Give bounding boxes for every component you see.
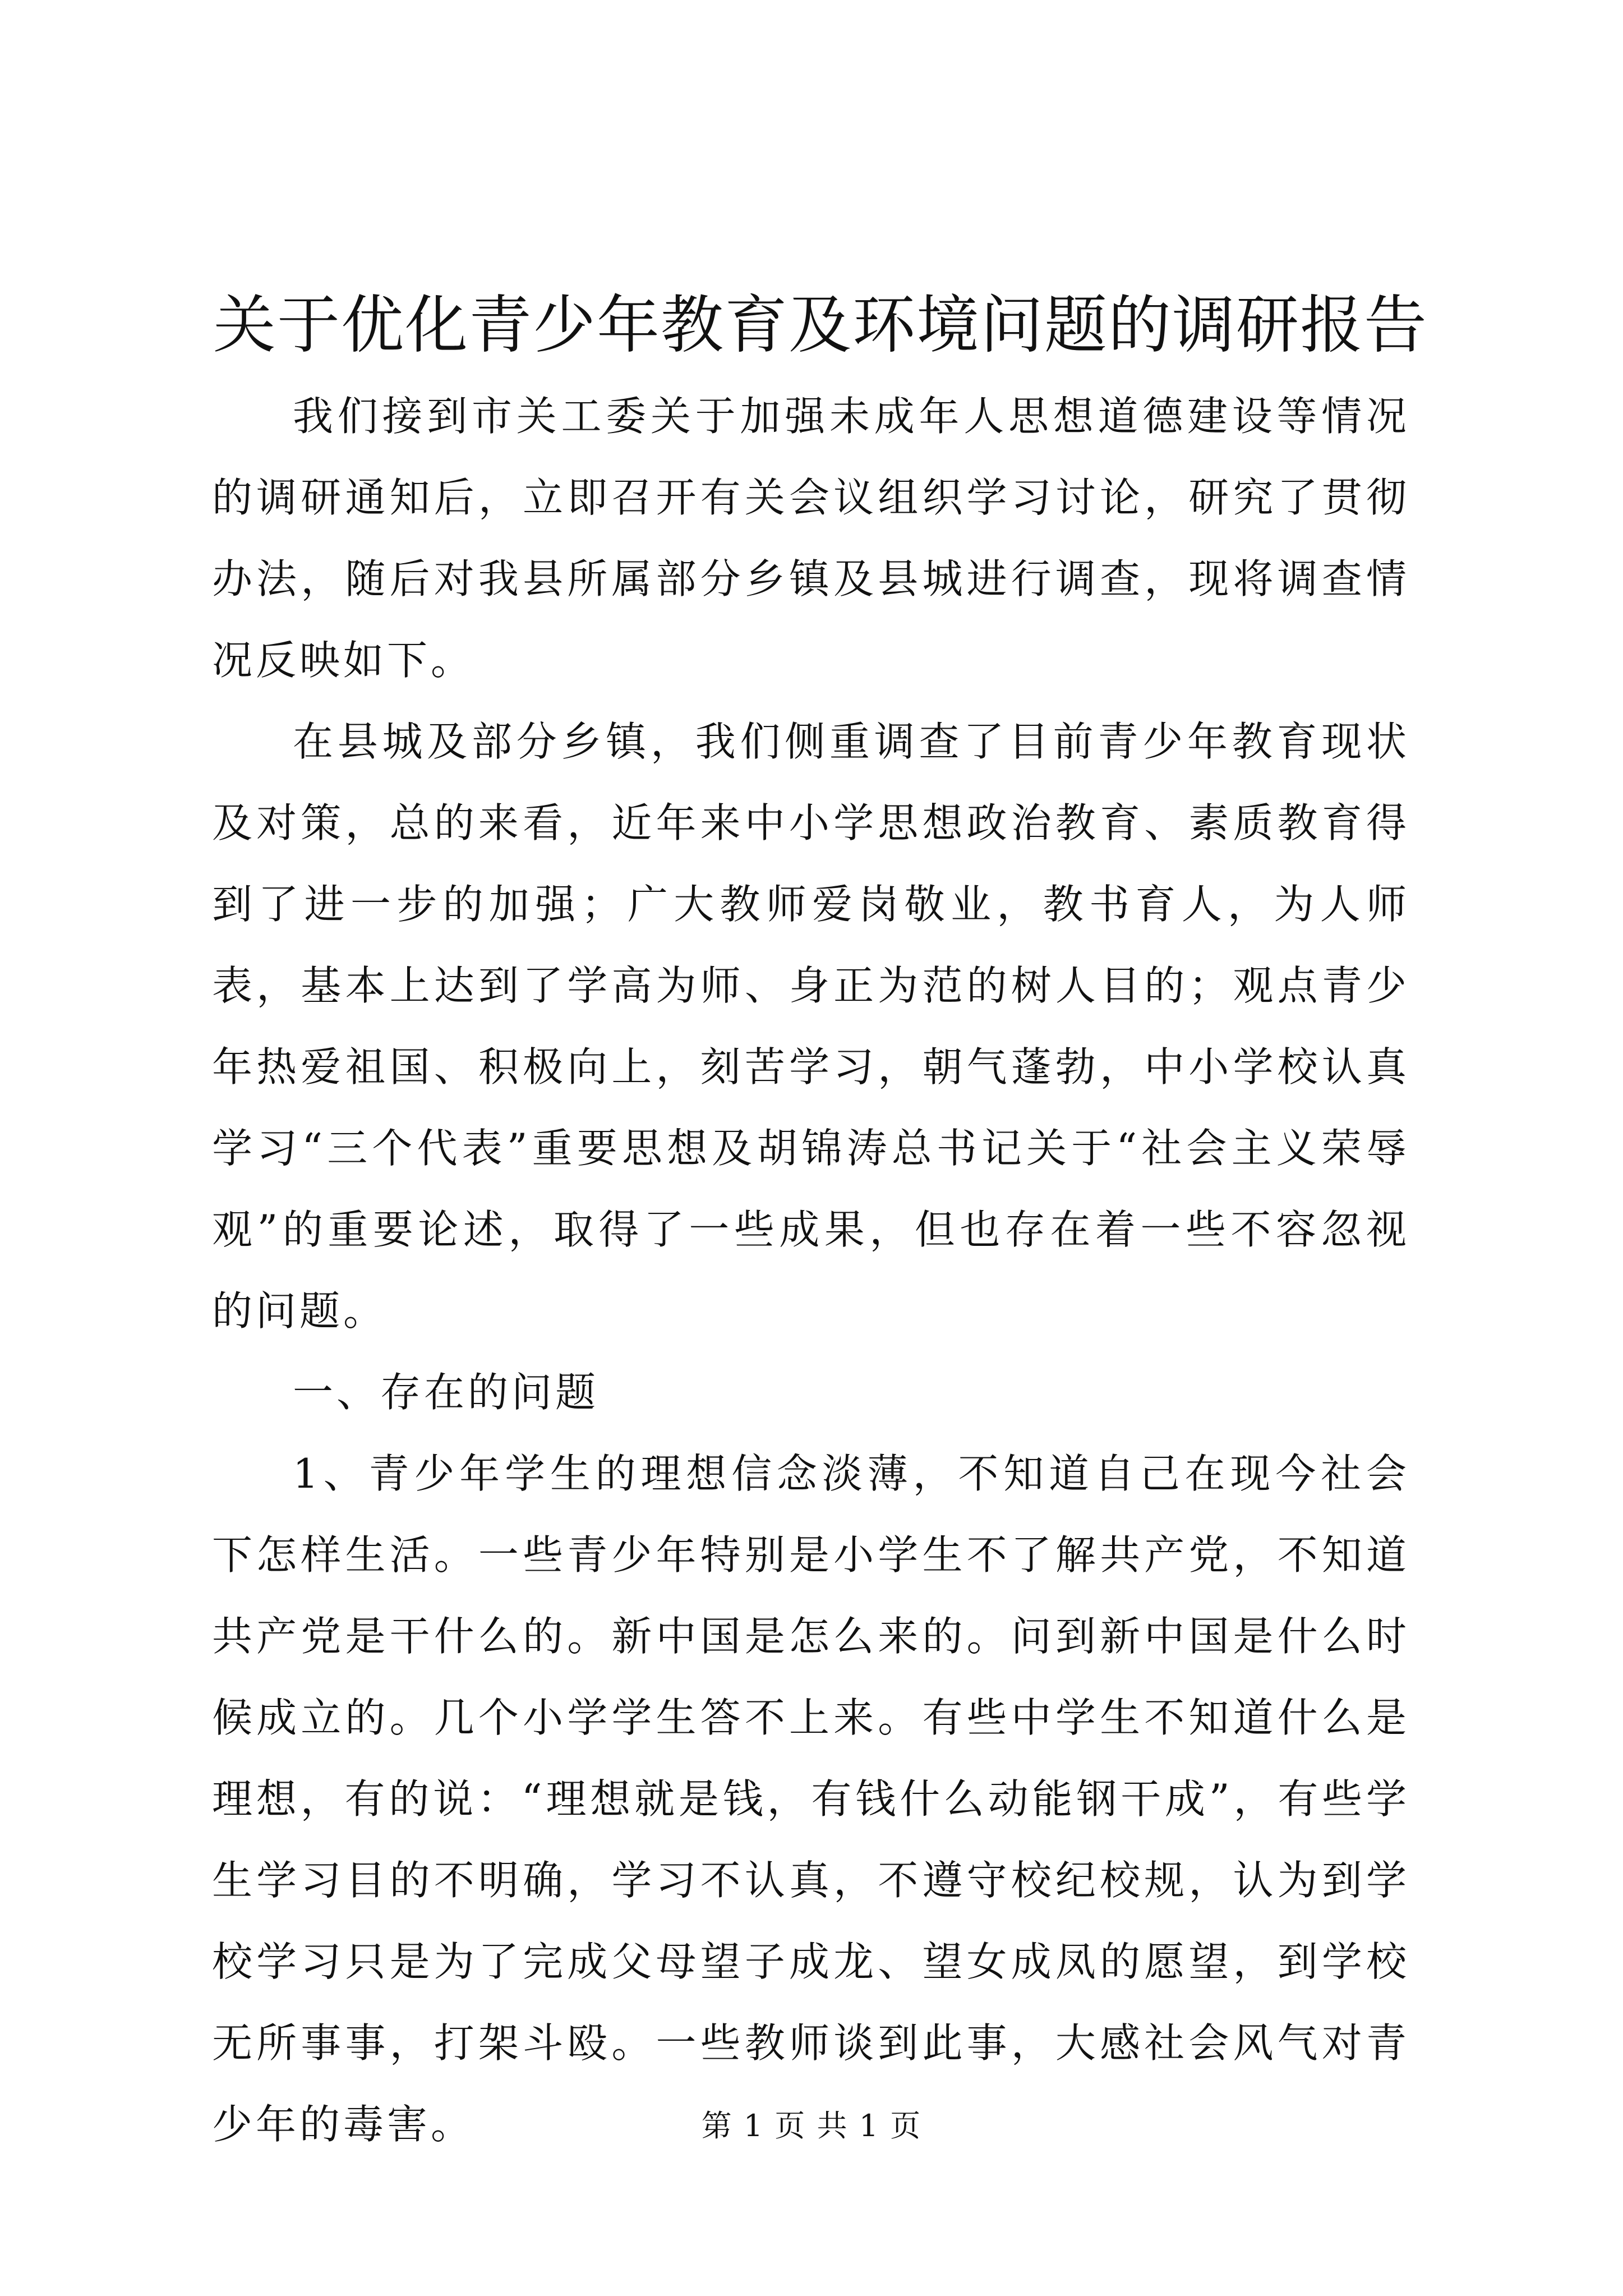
section-heading: 一、存在的问题 xyxy=(293,1369,600,1416)
document-title: 关于优化青少年教育及环境问题的调研报告 xyxy=(213,289,1428,362)
page-number-footer: 第 1 页 共 1 页 xyxy=(701,2108,922,2143)
body-paragraph: 我们接到市关工委关于加强未成年人思想道德建设等情况的调研通知后，立即召开有关会议组织学习讨论，研究了贯彻办法，随后对我县所属部分乡镇及县城进行调查，现将调查情况反映如下。 xyxy=(212,393,1410,684)
body-paragraph: 在县城及部分乡镇，我们侧重调查了目前青少年教育现状及对策，总的来看，近年来中小学思想政治教育、素质教育得到了进一步的加强；广大教师爱岗敬业，教书育人，为人师表，基本上达到了学高为师、身正为范的树人目的；观点青少年热爱祖国、积极向上，刻苦学习，朝气蓬勃，中小学校认真学习“三个代表”重要思想及胡锦涛总书记关于“社会主义荣辱观”的重要论述，取得了一些成果，但也存在着一些不容忽视的问题。 xyxy=(212,718,1410,1335)
document-body xyxy=(212,376,1410,2165)
body-paragraph: 1、青少年学生的理想信念淡薄，不知道自己在现今社会下怎样生活。一些青少年特别是小学生不了解共产党，不知道共产党是干什么的。新中国是怎么来的。问到新中国是什么时候成立的。几个小学学生答不上来。有些中学生不知道什么是理想，有的说：“理想就是钱，有钱什么动能钢干成”，有些学生学习目的不明确，学习不认真，不遵守校纪校规，认为到学校学习只是为了完成父母望子成龙、望女成凤的愿望，到学校无所事事，打架斗殴。一些教师谈到此事，大感社会风气对青少年的毒害。 xyxy=(212,1450,1410,2148)
